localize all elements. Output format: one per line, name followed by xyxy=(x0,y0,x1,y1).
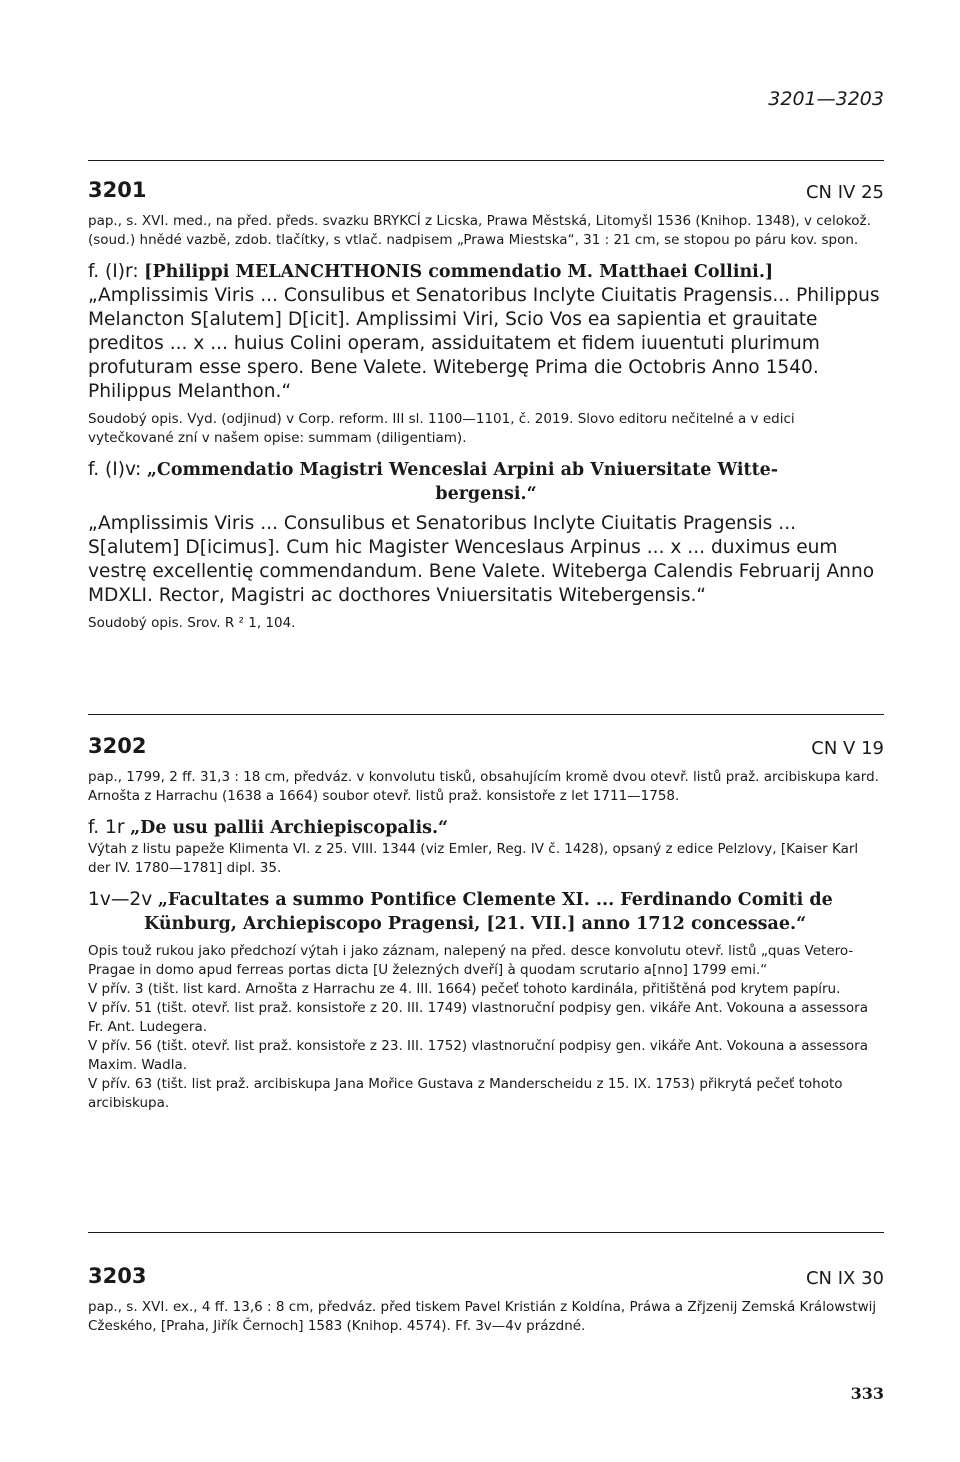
item-heading xyxy=(88,888,884,936)
physical-description: pap., s. XVI. ex., 4 ff. 13,6 : 8 cm, předváz. před tiskem Pavel Kristián z Koldína, Práwa a Zřjzenij Zemská Králowstwij Cžeského, [Praha, Jiřík Černoch] 1583 (Knihop. 4574). Ff. 3v—4v prázdné. xyxy=(88,1299,877,1334)
entry-3201 xyxy=(88,178,884,633)
item-note: Opis touž rukou jako předchozí výtah i jako záznam, nalepený na před. desce konvolutu otevř. listů „quas Vetero-Pragae in domo apud ferreas portas dicta [U železných dveří] à quodam scrutario a[nno] 1799 emi.“ xyxy=(88,943,854,978)
entry-3203 xyxy=(88,1264,884,1336)
entry-number: 3202 xyxy=(88,734,147,758)
entry-3202 xyxy=(88,734,884,1113)
entry-header xyxy=(88,734,884,768)
page xyxy=(88,0,884,1462)
folio-location: 1v—2v xyxy=(88,889,153,910)
item-note: Výtah z listu papeže Klimenta VI. z 25. VIII. 1344 (viz Emler, Reg. IV č. 1428), opsaný z edice Pelzlovy, [Kaiser Karl der IV. 1780—1781] dipl. 35. xyxy=(88,841,859,876)
item-note: V přív. 3 (tišt. list kard. Arnošta z Harrachu ze 4. III. 1664) pečeť tohoto kardinála, přitištěná pod krytem papíru. xyxy=(88,981,841,997)
item-note: V přív. 51 (tišt. otevř. list praž. konsistoře z 20. III. 1749) vlastnoruční podpisy gen. vikáře Ant. Vokouna a assessora Fr. Ant. Ludegera. xyxy=(88,1000,869,1035)
physical-description: pap., s. XVI. med., na před. předs. svazku BRYKCÍ z Licska, Prawa Městská, Litomyšl 1536 (Knihop. 1348), v celokož. (soud.) hnědé vazbě, zdob. tlačítky, s vtlač. nadpisem „Prawa Miestska“, 31 : 21 cm, se stopou po páru kov. spon. xyxy=(88,213,871,248)
physical-description: pap., 1799, 2 ff. 31,3 : 18 cm, předváz. v konvolutu tisků, obsahujícím kromě dvou otevř. listů praž. arcibiskupa kard. Arnošta z Harrachu (1638 a 1664) soubor otevř. listů praž. konsistoře z let 1711—1758. xyxy=(88,769,879,804)
running-head: 3201—3203 xyxy=(768,88,884,110)
entry-header xyxy=(88,178,884,212)
item-title: [Philippi MELANCHTHONIS commendatio M. Matthaei Collini.] xyxy=(144,262,774,282)
item-heading xyxy=(88,816,884,840)
item-note: Soudobý opis. Srov. R ² 1, 104. xyxy=(88,615,296,631)
shelf-mark: CN V 19 xyxy=(811,738,884,759)
entry-number: 3201 xyxy=(88,178,147,202)
section-divider xyxy=(88,1232,884,1233)
folio-location: f. (I)r: xyxy=(88,261,139,282)
page-number: 333 xyxy=(850,1384,884,1403)
item-text: „Amplissimis Viris ... Consulibus et Senatoribus Inclyte Ciuitatis Pragensis... Philippus Melancton S[alutem] D[icit]. Amplissimi Viri, Scio Vos ea sapientia et grauitate preditos ... x ... huius Colini operam, assiduitatem et fidem iuuentuti plurimum profuturam esse spero. Bene Valete. Witebergę Prima die Octobris Anno 1540. Philippus Melanthon.“ xyxy=(88,285,880,402)
item-heading xyxy=(88,260,884,284)
shelf-mark: CN IV 25 xyxy=(805,182,884,203)
shelf-mark: CN IX 30 xyxy=(805,1268,884,1289)
item-heading xyxy=(88,458,884,506)
item-title: „Facultates a summo Pontifice Clemente XI. ... Ferdinando Comiti de Künburg, Archiepiscopo Pragensi, [21. VII.] anno 1712 concessae.“ xyxy=(144,890,833,934)
item-note: Soudobý opis. Vyd. (odjinud) v Corp. reform. III sl. 1100—1101, č. 2019. Slovo editoru nečitelné a v edici vytečkované zní v našem opise: summam (diligentiam). xyxy=(88,411,795,446)
section-divider xyxy=(88,160,884,161)
entry-header xyxy=(88,1264,884,1298)
item-text: „Amplissimis Viris ... Consulibus et Senatoribus Inclyte Ciuitatis Pragensis ... S[alutem] D[icimus]. Cum hic Magister Wenceslaus Arpinus ... x ... duximus eum vestrę excellentię commendandum. Bene Valete. Witeberga Calendis Februarij Anno MDXLI. Rector, Magistri ac docthores Vniuersitatis Witebergensis.“ xyxy=(88,513,875,606)
folio-location: f. (I)v: xyxy=(88,459,142,480)
section-divider xyxy=(88,714,884,715)
item-title: „Commendatio Magistri Wenceslai Arpini ab Vniuersitate Witte- xyxy=(146,460,779,480)
entry-number: 3203 xyxy=(88,1264,147,1288)
item-note: V přív. 56 (tišt. otevř. list praž. konsistoře z 23. III. 1752) vlastnoruční podpisy gen. vikáře Ant. Vokouna a assessora Maxim. Wadla. xyxy=(88,1038,869,1073)
folio-location: f. 1r xyxy=(88,817,125,838)
item-title-continued: bergensi.“ xyxy=(435,484,537,504)
item-title: „De usu pallii Archiepiscopalis.“ xyxy=(130,818,449,838)
item-note: V přív. 63 (tišt. list praž. arcibiskupa Jana Mořice Gustava z Manderscheidu z 15. IX. 1753) přikrytá pečeť tohoto arcibiskupa. xyxy=(88,1076,843,1111)
